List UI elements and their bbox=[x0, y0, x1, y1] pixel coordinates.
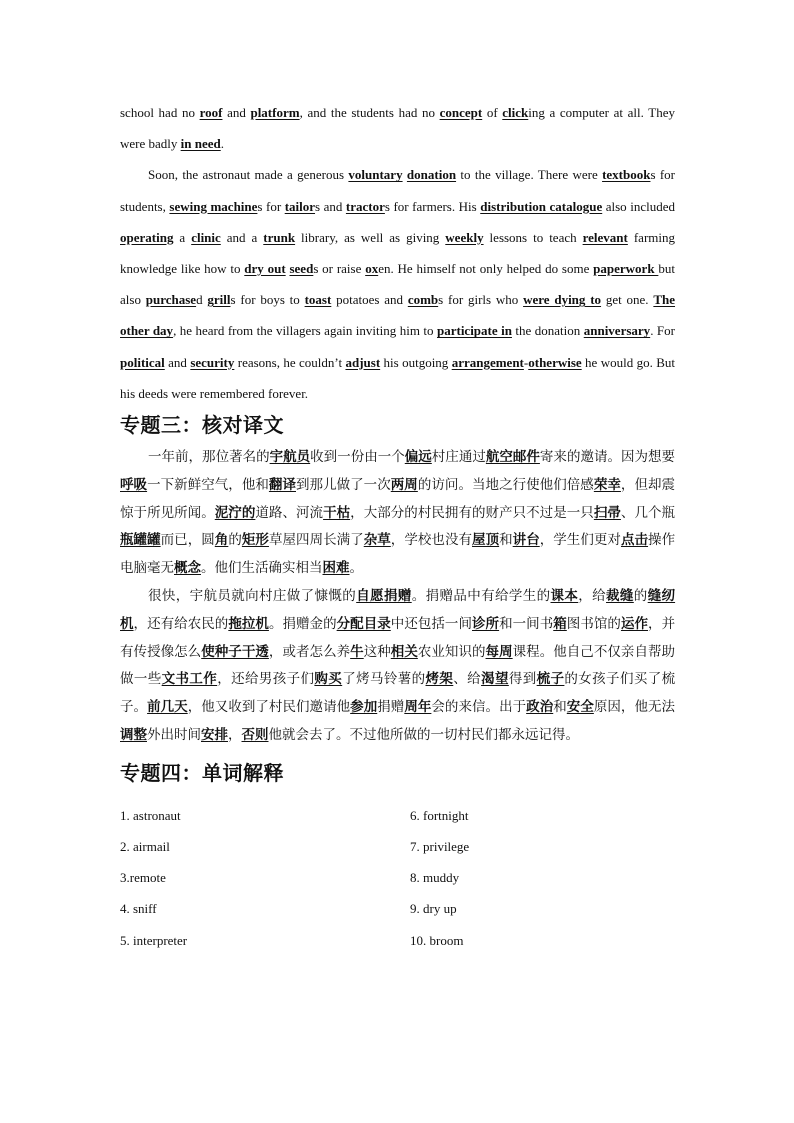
underlined-term: 角 bbox=[214, 532, 229, 549]
text-run: 到那儿做了一次 bbox=[296, 476, 391, 493]
text-run: and bbox=[164, 354, 191, 370]
text-run: 。捐赠品中有给学生的 bbox=[411, 588, 551, 605]
text-run: 。捐赠金的 bbox=[268, 615, 337, 632]
text-run: also included bbox=[602, 198, 675, 214]
underlined-term: comb bbox=[407, 292, 439, 308]
underlined-term: security bbox=[190, 354, 235, 370]
text-run: 中还包括一间 bbox=[390, 615, 473, 632]
text-run: and bbox=[222, 105, 251, 120]
vocab-item: 7. privilege bbox=[410, 839, 470, 854]
underlined-term: 购买 bbox=[314, 671, 343, 688]
underlined-term: concept bbox=[439, 105, 483, 120]
text-run: ，还有给农民的 bbox=[133, 615, 229, 632]
underlined-term: 牛 bbox=[350, 643, 364, 660]
underlined-term: 屋顶 bbox=[472, 532, 500, 549]
text-run: 会的来信。出于 bbox=[431, 699, 527, 716]
underlined-term: 箱 bbox=[553, 615, 567, 632]
text-run: 的访问。当地之行使他们倍感 bbox=[417, 476, 594, 493]
underlined-term: dry out bbox=[244, 261, 286, 277]
text-run: ，给 bbox=[578, 588, 607, 605]
text-run: s for farmers. His bbox=[384, 198, 481, 214]
section-3-title: 专题三：核对译文 bbox=[120, 413, 284, 438]
underlined-term: 困难 bbox=[322, 560, 350, 577]
underlined-term: tailor bbox=[284, 198, 316, 214]
underlined-term: 梳子 bbox=[536, 671, 565, 688]
underlined-term: 渴望 bbox=[481, 671, 509, 688]
text-run: 课程。他自己不仅亲自帮助做一些 bbox=[120, 643, 676, 688]
vocab-item: 4. sniff bbox=[120, 901, 157, 917]
underlined-term: relevant bbox=[582, 229, 628, 245]
text-run: 图书馆的 bbox=[566, 615, 621, 632]
underlined-term: sewing machine bbox=[169, 198, 258, 214]
text-run: 操作电脑毫无 bbox=[120, 532, 676, 577]
underlined-term: 相关 bbox=[390, 643, 418, 660]
chinese-paragraph-1 bbox=[120, 444, 675, 583]
text-run: s for girls who bbox=[438, 292, 524, 308]
underlined-term: grill bbox=[207, 292, 231, 308]
underlined-term: 参加 bbox=[350, 699, 378, 716]
underlined-term: 扫帚 bbox=[593, 504, 621, 521]
text-run: - bbox=[523, 354, 529, 370]
text-run: ，大部分的村民拥有的财产只不过是一只 bbox=[350, 504, 594, 521]
underlined-term: tractor bbox=[345, 198, 385, 214]
text-run: 。 bbox=[349, 560, 363, 577]
underlined-term: 干枯 bbox=[323, 504, 351, 521]
vocab-item: 5. interpreter bbox=[120, 932, 188, 948]
text-run: 而已，圆 bbox=[160, 532, 215, 549]
text-run: s and bbox=[315, 198, 346, 214]
underlined-term: 课本 bbox=[550, 588, 579, 605]
underlined-term: adjust bbox=[345, 354, 381, 370]
text-run: 农业知识的 bbox=[417, 643, 486, 660]
text-run: 很快，宇航员就向村庄做了慷慨的 bbox=[148, 588, 357, 605]
text-run: 的女孩子们买了梳子。 bbox=[120, 671, 676, 716]
underlined-term: 呼吸 bbox=[120, 476, 148, 493]
text-run: en. He himself not only helped do some bbox=[378, 261, 594, 277]
underlined-term: in need bbox=[180, 136, 221, 152]
text-run: Soon, the astronaut made a generous bbox=[148, 167, 349, 183]
text-run: 外出时间 bbox=[147, 727, 201, 743]
underlined-term: political bbox=[120, 354, 165, 370]
text-run: 和 bbox=[553, 699, 567, 716]
underlined-term: 调整 bbox=[120, 727, 147, 743]
underlined-term: 安排 bbox=[201, 727, 228, 743]
underlined-term: 缝纫机 bbox=[120, 588, 676, 632]
text-run: a bbox=[173, 229, 192, 245]
text-run: . For bbox=[650, 323, 675, 339]
text-run: 和 bbox=[499, 532, 513, 549]
vocab-item: 1. astronaut bbox=[120, 807, 181, 823]
text-run: library, as well as giving bbox=[295, 229, 446, 245]
underlined-term: voluntary bbox=[348, 167, 403, 183]
underlined-term: 矩形 bbox=[241, 532, 269, 549]
text-run: he would go. But his deeds were remembered forever. bbox=[120, 354, 675, 401]
text-run: ， bbox=[228, 727, 242, 743]
text-run: 村庄通过 bbox=[431, 449, 486, 466]
underlined-term: 瓶罐罐 bbox=[120, 532, 161, 549]
underlined-term: 否则 bbox=[241, 727, 269, 743]
underlined-term: 自愿捐赠 bbox=[356, 588, 412, 605]
text-run: , and the students had no bbox=[299, 105, 440, 120]
text-run: 了烤马铃薯的 bbox=[342, 671, 426, 688]
text-run: 原因，他无法 bbox=[593, 699, 676, 716]
text-run: ，他又收到了村民们邀请他 bbox=[187, 699, 351, 716]
underlined-term: 裁缝 bbox=[606, 588, 634, 605]
text-run: 寄来的邀请。因为想要 bbox=[539, 449, 676, 466]
underlined-term: trunk bbox=[263, 229, 296, 245]
text-run: and a bbox=[220, 229, 264, 245]
text-run: 、几个瓶 bbox=[620, 504, 676, 521]
text-run: the donation bbox=[511, 323, 584, 339]
underlined-term: 运作 bbox=[620, 615, 649, 632]
text-run: farming knowledge like how to bbox=[120, 229, 675, 277]
underlined-term: 拖拉机 bbox=[228, 615, 269, 632]
text-run: 的 bbox=[228, 532, 242, 549]
text-run: reasons, he couldn’t bbox=[234, 354, 346, 370]
text-run: ，学校也没有 bbox=[390, 532, 473, 549]
underlined-term: paperwork bbox=[593, 261, 659, 277]
text-run: s for boys to bbox=[230, 292, 305, 308]
text-run: to the village. There were bbox=[456, 167, 603, 183]
english-paragraph-1 bbox=[120, 97, 675, 159]
underlined-term: textbook bbox=[602, 167, 651, 183]
text-run: ing a computer at all. They were badly bbox=[120, 105, 675, 152]
vocab-item: 8. muddy bbox=[410, 870, 460, 886]
text-run: 、给 bbox=[453, 671, 482, 688]
underlined-term: 分配目录 bbox=[336, 615, 391, 632]
text-run: ，学生们更对 bbox=[539, 532, 621, 549]
underlined-term: 每周 bbox=[485, 643, 513, 660]
underlined-term: 偏远 bbox=[404, 449, 432, 466]
text-run: d bbox=[196, 292, 208, 308]
text-run: 一下新鲜空气，他和 bbox=[147, 476, 269, 493]
underlined-term: 荣幸 bbox=[593, 476, 621, 493]
underlined-term: clinic bbox=[191, 229, 221, 245]
text-run: 这种 bbox=[363, 643, 391, 660]
underlined-term: participate in bbox=[436, 323, 512, 339]
text-run: 草屋四周长满了 bbox=[268, 532, 364, 549]
underlined-term: 杂草 bbox=[363, 532, 391, 549]
underlined-term: 点击 bbox=[620, 532, 649, 549]
underlined-term: 周年 bbox=[404, 699, 432, 716]
underlined-term: anniversary bbox=[583, 323, 651, 339]
underlined-term: 文书工作 bbox=[161, 671, 218, 688]
text-run: 的 bbox=[633, 588, 648, 605]
underlined-term: platform bbox=[250, 105, 300, 120]
vocab-item: 6. fortnight bbox=[410, 807, 469, 823]
underlined-term: click bbox=[502, 105, 529, 120]
underlined-term: 概念 bbox=[174, 560, 201, 577]
text-run: ，但却震惊于所见所闻。 bbox=[120, 476, 676, 521]
text-run: school had no bbox=[120, 105, 200, 120]
underlined-term: seed bbox=[289, 261, 314, 277]
underlined-term: donation bbox=[406, 167, 457, 183]
underlined-term: 泥泞的 bbox=[214, 504, 256, 521]
text-run: potatoes and bbox=[331, 292, 408, 308]
underlined-term: otherwise bbox=[528, 354, 582, 370]
underlined-term: 两周 bbox=[390, 476, 418, 493]
chinese-paragraph-2 bbox=[120, 583, 675, 750]
vocabulary-column-right bbox=[410, 800, 675, 956]
underlined-term: 使种子干透 bbox=[201, 643, 269, 660]
underlined-term: 翻译 bbox=[268, 476, 296, 493]
vocab-item: 10. broom bbox=[410, 932, 464, 948]
underlined-term: weekly bbox=[445, 229, 484, 245]
underlined-term: operating bbox=[120, 229, 174, 245]
underlined-term: 前几天 bbox=[147, 699, 188, 716]
english-paragraph-2 bbox=[120, 159, 675, 409]
vocab-item: 3.remote bbox=[120, 870, 166, 886]
vocabulary-list bbox=[120, 800, 675, 956]
underlined-term: roof bbox=[199, 105, 223, 120]
text-run: of bbox=[482, 105, 503, 120]
text-run: 得到 bbox=[508, 671, 537, 688]
text-run: . bbox=[220, 136, 224, 152]
text-run: but also bbox=[120, 261, 675, 308]
text-run: , he heard from the villagers again inviting him to bbox=[173, 323, 437, 339]
underlined-term: ox bbox=[365, 261, 379, 277]
underlined-term: The other day bbox=[120, 292, 676, 339]
text-run: s or raise bbox=[313, 261, 366, 277]
underlined-term: purchase bbox=[145, 292, 197, 308]
text-run: get one. bbox=[601, 292, 654, 308]
text-run: ，或者怎么养 bbox=[268, 643, 351, 660]
underlined-term: distribution catalogue bbox=[480, 198, 603, 214]
underlined-term: arrangement bbox=[451, 354, 524, 370]
underlined-term: 诊所 bbox=[472, 615, 500, 632]
text-run: ，还给男孩子们 bbox=[217, 671, 315, 688]
text-run: 捐赠 bbox=[377, 699, 405, 716]
underlined-term: toast bbox=[304, 292, 332, 308]
section-4-title: 专题四：单词解释 bbox=[120, 760, 284, 785]
text-run: 他就会去了。不过他所做的一切村民们都永远记得。 bbox=[268, 727, 579, 743]
text-run: 和一间书 bbox=[499, 615, 554, 632]
text-run: his outgoing bbox=[380, 354, 452, 370]
underlined-term: 航空邮件 bbox=[485, 449, 540, 466]
text-run: 一年前，那位著名的 bbox=[148, 449, 270, 466]
underlined-term: 政治 bbox=[526, 699, 554, 716]
vocab-item: 2. airmail bbox=[120, 839, 170, 854]
text-run: 。他们生活确实相当 bbox=[201, 560, 323, 577]
text-run: 收到一份由一个 bbox=[310, 449, 405, 466]
document-content bbox=[120, 97, 675, 956]
text-run: lessons to teach bbox=[483, 229, 583, 245]
vocabulary-column-left bbox=[120, 800, 410, 956]
underlined-term: 安全 bbox=[566, 699, 594, 716]
underlined-term: were dying to bbox=[523, 292, 602, 308]
text-run: s for students, bbox=[120, 167, 676, 214]
text-run: 道路、河流 bbox=[255, 504, 324, 521]
underlined-term: 烤架 bbox=[425, 671, 454, 688]
underlined-term: 讲台 bbox=[512, 532, 540, 549]
underlined-term: 宇航员 bbox=[269, 449, 311, 466]
text-run: s for bbox=[257, 198, 285, 214]
text-run: ，并有传授像怎么 bbox=[120, 615, 676, 660]
vocab-item: 9. dry up bbox=[410, 901, 457, 917]
